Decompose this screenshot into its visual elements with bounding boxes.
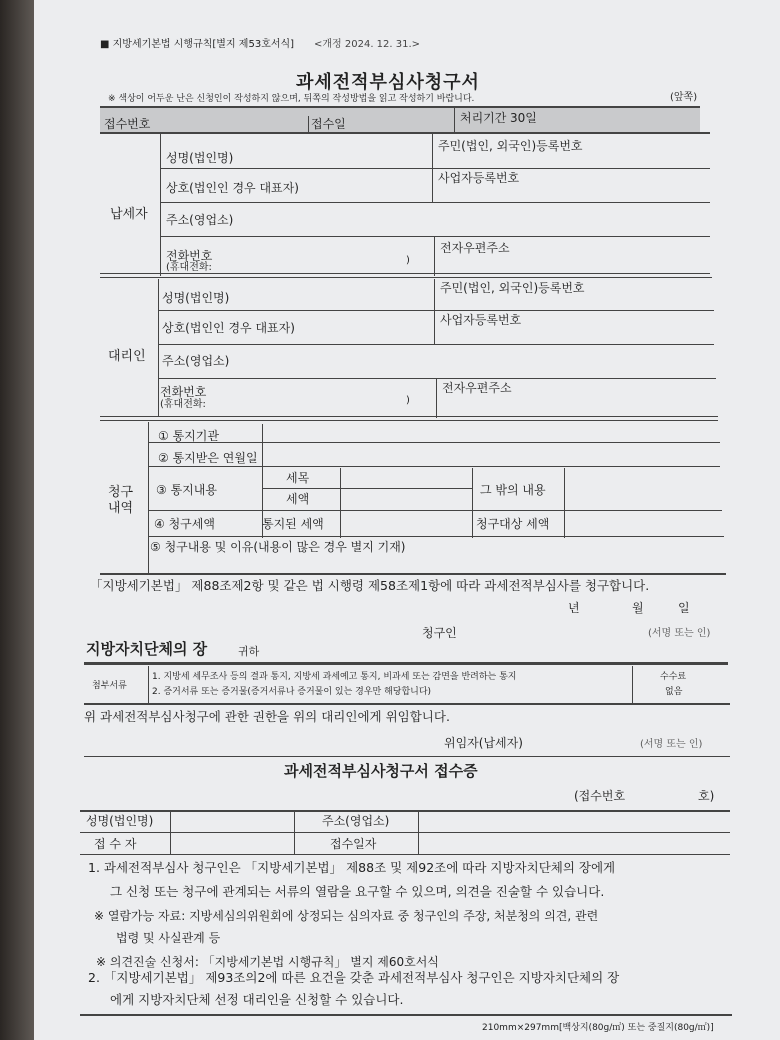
attachment-item-2: 2. 증거서류 또는 증거물(증거서류나 증거물이 있는 경우만 해당합니다) [152,687,432,697]
taxpayer-name-label: 성명(법인명) [166,151,234,165]
taxpayer-business-no-label: 사업자등록번호 [438,171,520,185]
agent-name-label: 성명(법인명) [162,291,230,305]
notice-agency-label: ① 통지기관 [158,429,219,443]
processing-days: 30일 [510,111,537,125]
claim-section-label-2: 내역 [108,501,134,516]
receipt-note-3: ※ 의견진술 신청서: 「지방세기본법 시행규칙」 별지 제60호서식 [96,955,439,969]
fee-label: 수수료 [660,672,687,682]
date-day: 일 [678,601,690,615]
taxpayer-mobile-paren: ) [406,255,410,266]
declaration-text: 「지방세기본법」 제88조제2항 및 같은 법 시행령 제58조제1항에 따라 과세전적부심사를 청구합니다. [90,578,650,593]
taxpayer-resident-no-label: 주민(법인, 외국인)등록번호 [438,139,583,153]
form-paper [34,0,780,1040]
delegator-sign: (서명 또는 인) [640,739,703,750]
receipt-name-label: 성명(법인명) [86,814,154,828]
instruction-note: ※ 색상이 어두운 난은 신청인이 작성하지 않으며, 뒤쪽의 작성방법을 읽고 작성하기 바랍니다. [108,94,475,104]
receipt-slip-number: (접수번호 [574,789,626,803]
receipt-slip-title: 과세전적부심사청구서 접수증 [284,762,478,780]
receipt-slip-ho: 호) [698,789,715,803]
taxpayer-address-label: 주소(영업소) [166,213,234,227]
notice-content-label: ③ 통지내용 [156,483,217,497]
taxpayer-company-label: 상호(법인인 경우 대표자) [166,181,299,195]
receipt-number-label: 접수번호 [104,117,151,131]
taxpayer-mobile-label: (휴대전화: [166,262,212,273]
agent-address-label: 주소(영업소) [162,354,230,368]
agent-phone-label: 전화번호 [160,385,207,399]
notice-date-label: ② 통지받은 연월일 [158,451,258,465]
target-amount-label: 청구대상 세액 [476,517,550,531]
page-title: 과세전적부심사청구서 [296,72,480,93]
processing-period-label: 처리기간 [460,111,507,125]
other-content-label: 그 밖의 내용 [480,483,546,497]
addressee-honorific: 귀하 [238,645,260,658]
receipt-note-4b: 에게 지방자치단체 선정 대리인을 신청할 수 있습니다. [110,992,404,1007]
addressee: 지방자치단체의 장 [86,640,208,658]
claimant-label: 청구인 [422,626,457,640]
claim-section-label-1: 청구 [108,485,134,500]
tax-amount-label: 세액 [286,492,310,506]
attachment-item-1: 1. 지방세 세무조사 등의 결과 통지, 지방세 과세예고 통지, 비과세 또는 감면을 반려하는 통지 [152,672,517,682]
taxpayer-section-label: 납세자 [110,207,148,222]
taxpayer-email-label: 전자우편주소 [440,241,510,255]
claim-reason-label: ⑤ 청구내용 및 이유(내용이 많은 경우 별지 기재) [150,540,406,554]
agent-section-label: 대리인 [108,349,146,364]
agent-email-label: 전자우편주소 [442,381,512,395]
claimant-sign: (서명 또는 인) [648,628,711,639]
notified-amount-label: 통지된 세액 [262,517,324,531]
delegation-text: 위 과세전적부심사청구에 관한 권한을 위의 대리인에게 위임합니다. [84,709,450,724]
tax-item-label: 세목 [286,471,310,485]
taxpayer-phone-label: 전화번호 [166,249,213,263]
receipt-date-slip-label: 접수일자 [330,837,377,851]
receipt-note-1b: 그 신청 또는 청구에 관계되는 서류의 열람을 요구할 수 있으며, 의견을 진술할 수 있습니다. [110,884,605,899]
receipt-row-shade [100,106,700,132]
paper-size-footer: 210mm×297mm[백상지(80g/㎡) 또는 중질지(80g/㎡)] [482,1023,714,1033]
receipt-note-2a: ※ 열람가능 자료: 지방세심의위원회에 상정되는 심의자료 중 청구인의 주장, 처분청의 의견, 관련 [94,909,599,923]
claim-amount-label: ④ 청구세액 [154,517,215,531]
receipt-note-2b: 법령 및 사실관계 등 [116,931,221,945]
date-month: 월 [632,601,644,615]
receipt-note-4a: 2. 「지방세기본법」 제93조의2에 따른 요건을 갖춘 과세전적부심사 청구인은 지방자치단체의 장 [88,970,620,985]
page-side: (앞쪽) [670,92,698,103]
agent-mobile-label: (휴대전화: [160,399,206,410]
receipt-address-label: 주소(영업소) [322,814,390,828]
receiver-label: 접 수 자 [94,837,137,851]
agent-company-label: 상호(법인인 경우 대표자) [162,321,295,335]
attachments-label: 첨부서류 [92,681,127,691]
fee-value: 없음 [665,687,683,697]
agent-resident-no-label: 주민(법인, 외국인)등록번호 [440,281,585,295]
delegator-label: 위임자(납세자) [444,736,523,750]
revision-date: <개정 2024. 12. 31.> [314,39,421,50]
agent-mobile-paren: ) [406,395,410,406]
receipt-date-label: 접수일 [311,117,346,131]
agent-business-no-label: 사업자등록번호 [440,313,522,327]
receipt-note-1a: 1. 과세전적부심사 청구인은 「지방세기본법」 제88조 및 제92조에 따라 지방자치단체의 장에게 [88,860,616,875]
form-reference: ■ 지방세기본법 시행규칙[별지 제53호서식] [100,39,295,50]
date-year: 년 [568,601,580,615]
